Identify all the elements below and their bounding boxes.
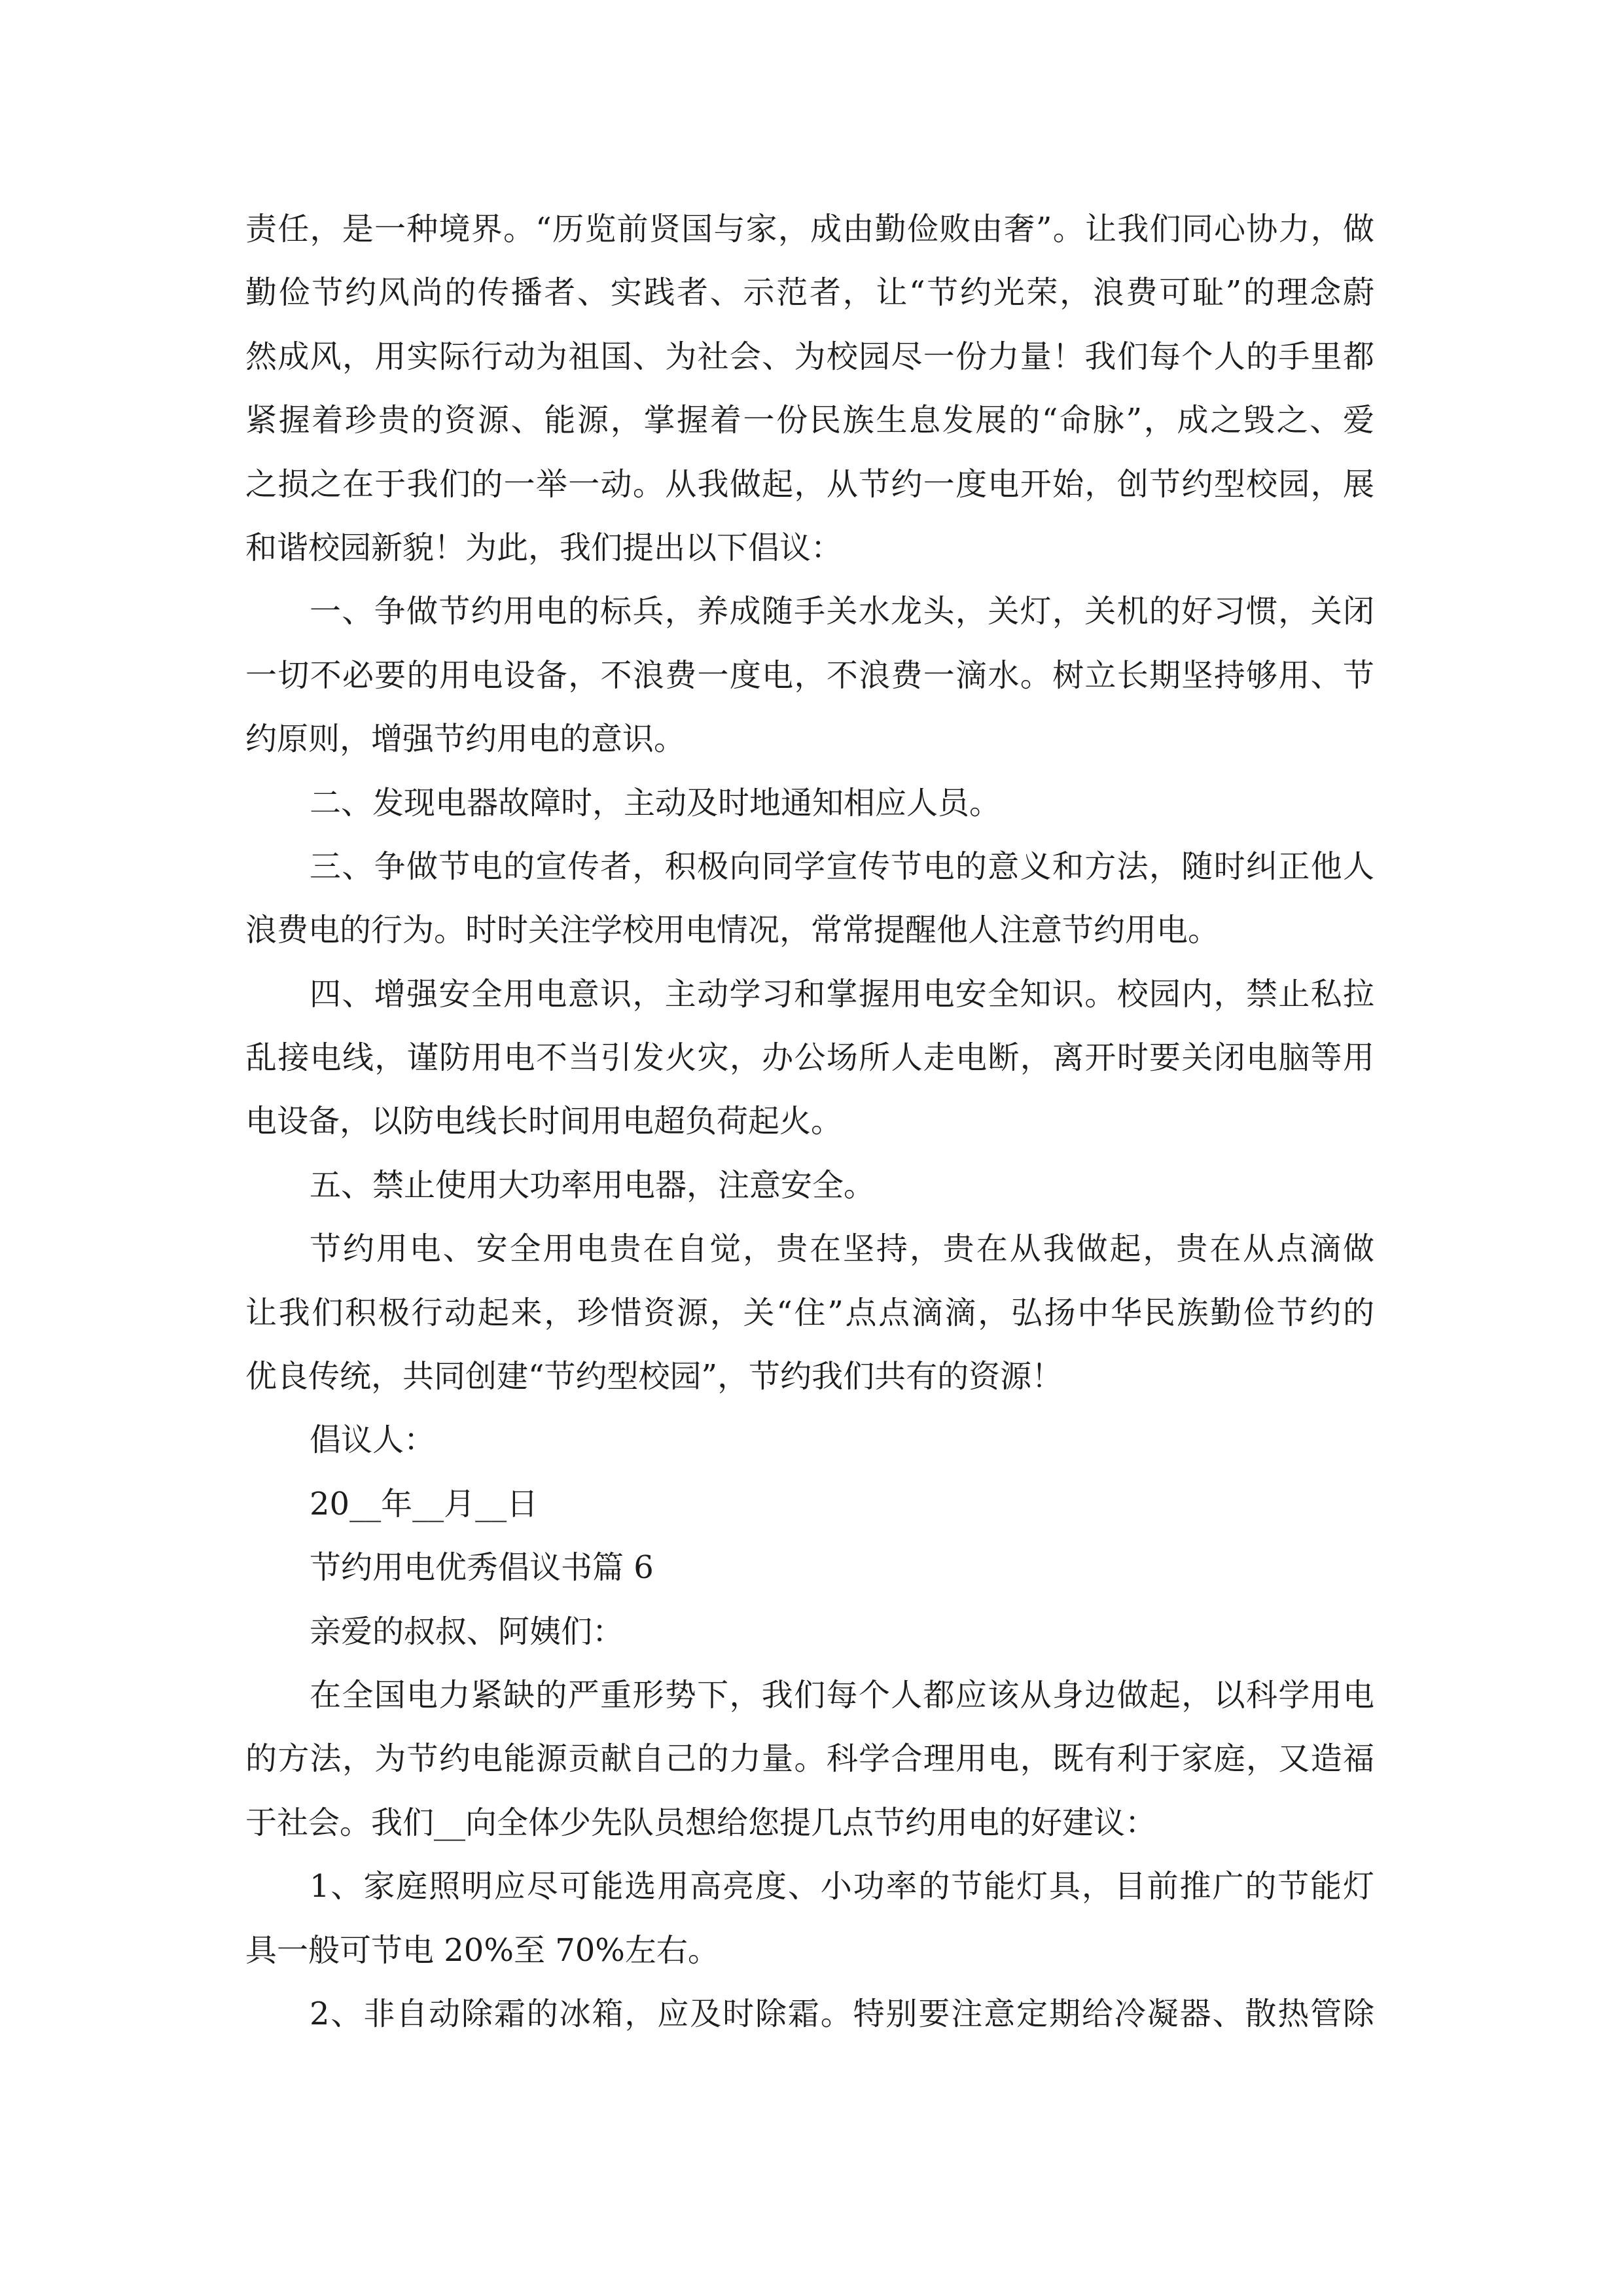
paragraph-line: 节约用电优秀倡议书篇 6 [310,1549,654,1587]
paragraph-line: 1、家庭照明应尽可能选用高亮度、小功率的节能灯具，目前推广的节能灯 [310,1868,1374,1905]
proposal-4 [245,963,1374,1154]
paragraph-line: 优良传统，共同创建“节约型校园”，节约我们共有的资源！ [245,1358,1063,1395]
paragraph-line: 约原则，增强节约用电的意识。 [245,721,686,758]
date-line [245,1473,1374,1536]
paragraph-line: 20__年__月__日 [310,1485,539,1522]
intro-paragraph [245,1664,1374,1855]
paragraph-line: 紧握着珍贵的资源、能源，掌握着一份民族生息发展的“命脉”，成之毁之、爱 [245,402,1374,439]
paragraph-line: 乱接电线，谨防用电不当引发火灾，办公场所人走电断，离开时要关闭电脑等用 [245,1039,1374,1077]
paragraph-line: 三、争做节电的宣传者，积极向同学宣传节电的意义和方法，随时纠正他人 [310,848,1374,885]
proposal-5 [245,1154,1374,1217]
paragraph-line: 倡议人： [310,1422,436,1459]
closing-paragraph [245,1217,1374,1408]
paragraph-line: 节约用电、安全用电贵在自觉，贵在坚持，贵在从我做起，贵在从点滴做 [310,1230,1374,1268]
paragraph-line: 让我们积极行动起来，珍惜资源，关“住”点点滴滴，弘扬中华民族勤俭节约的 [245,1294,1374,1331]
paragraph-line: 然成风，用实际行动为祖国、为社会、为校园尽一份力量！我们每个人的手里都 [245,338,1374,375]
paragraph-line: 勤俭节约风尚的传播者、实践者、示范者，让“节约光荣，浪费可耻”的理念蔚 [245,274,1374,312]
paragraph-line: 之损之在于我们的一举一动。从我做起，从节约一度电开始，创节约型校园，展 [245,465,1374,503]
paragraph-line: 具一般可节电 20%至 70%左右。 [245,1931,719,1969]
salutation [245,1600,1374,1664]
section-title [245,1536,1374,1600]
paragraph-line: 电设备，以防电线长时间用电超负荷起火。 [245,1103,843,1140]
paragraph-line: 五、禁止使用大功率用电器，注意安全。 [310,1166,876,1204]
suggestion-2 [245,1982,1374,2046]
proposal-1 [245,580,1374,771]
proposal-2 [245,772,1374,835]
signature-line [245,1408,1374,1472]
paragraph-line: 在全国电力紧缺的严重形势下，我们每个人都应该从身边做起，以科学用电 [310,1676,1374,1713]
suggestion-1 [245,1855,1374,1982]
paragraph-line: 一切不必要的用电设备，不浪费一度电，不浪费一滴水。树立长期坚持够用、节 [245,656,1374,694]
paragraph-continued [245,198,1374,580]
paragraph-line: 责任，是一种境界。“历览前贤国与家，成由勤俭败由奢”。让我们同心协力，做 [245,211,1374,247]
paragraph-line: 二、发现电器故障时，主动及时地通知相应人员。 [310,784,1001,821]
paragraph-line: 于社会。我们__向全体少先队员想给您提几点节约用电的好建议： [245,1804,1157,1841]
paragraph-line: 浪费电的行为。时时关注学校用电情况，常常提醒他人注意节约用电。 [245,912,1220,949]
paragraph-line: 和谐校园新貌！为此，我们提出以下倡议： [245,529,843,566]
paragraph-line: 一、争做节约用电的标兵，养成随手关水龙头，关灯，关机的好习惯，关闭 [310,593,1374,630]
document-body [245,198,1374,2046]
paragraph-line: 的方法，为节约电能源贡献自己的力量。科学合理用电，既有利于家庭，又造福 [245,1740,1374,1778]
proposal-3 [245,835,1374,963]
paragraph-line: 四、增强安全用电意识，主动学习和掌握用电安全知识。校园内，禁止私拉 [310,975,1374,1013]
paragraph-line: 2、非自动除霜的冰箱，应及时除霜。特别要注意定期给冷凝器、散热管除 [310,1995,1374,2032]
paragraph-line: 亲爱的叔叔、阿姨们： [310,1613,624,1650]
